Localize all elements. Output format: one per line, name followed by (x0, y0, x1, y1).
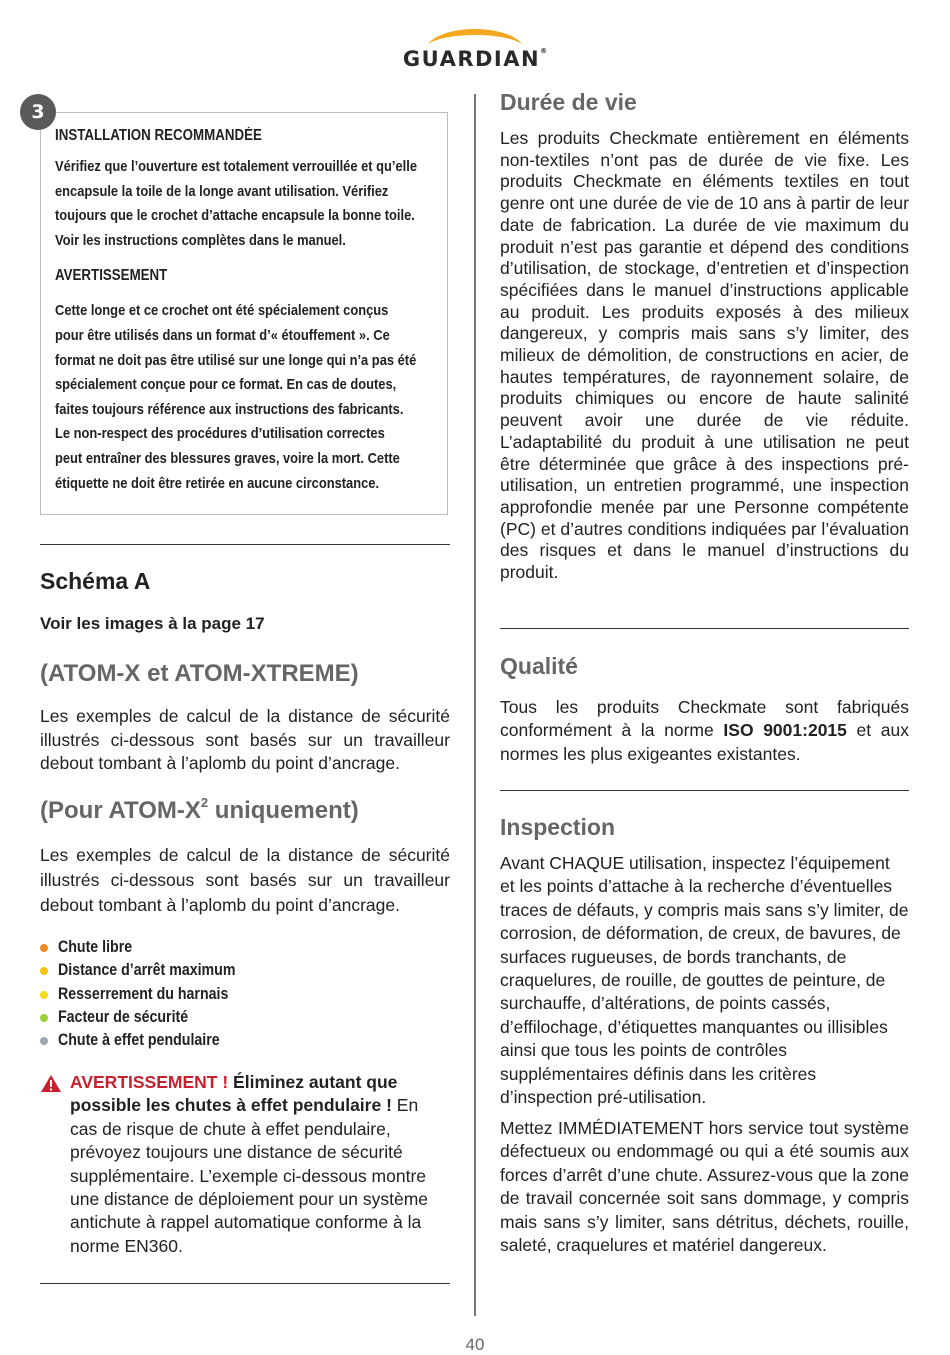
atom2-text: Les exemples de calcul de la distance de sécurité illustrés ci-dessous sont basés sur un travailleur debout tombant à l’aplomb du point d’ancrage. (40, 845, 450, 915)
see-images-note: Voir les images à la page 17 (40, 614, 265, 633)
section-rule (40, 1283, 450, 1284)
inspection-text-1: Avant CHAQUE utilisation, inspectez l’équipement et les points d’attache à la recherche d’éventuelles traces de défauts, y compris mais sans s’y limiter, de corrosion, de déformation, de creux, de bavures, de surfaces rugueuses, de bords tranchants, de craquelures, de rouille, de gouttes de peinture, de surchauffe, d’altérations, de points cassés, d’effilochage, d’étiquettes manquantes ou illisibles ainsi que tous les points de contrôles supplémentaires définis dans les critères d’inspection pré-utilisation. (500, 853, 909, 1108)
legend-item-resserrement: Resserrement du harnais (40, 983, 264, 1006)
warning-label: AVERTISSEMENT ! (70, 1072, 229, 1092)
section-rule (500, 628, 909, 629)
logo-swoosh-icon (424, 22, 526, 48)
legend-dot (40, 967, 48, 975)
schema-title: Schéma A (40, 568, 151, 594)
legend-dot (40, 944, 48, 952)
installation-heading: INSTALLATION RECOMMANDÉE (55, 127, 262, 144)
legend-item-distance-arret: Distance d’arrêt maximum (40, 959, 264, 982)
section-rule (500, 790, 909, 791)
legend-item-pendulaire: Chute à effet pendulaire (40, 1029, 264, 1052)
atom2-heading: (Pour ATOM-$X^2$ uniquement) (40, 795, 359, 824)
legend-dot (40, 1014, 48, 1022)
column-divider (474, 94, 476, 1316)
atom-text: Les exemples de calcul de la distance de sécurité illustrés ci-dessous sont basés sur un travailleur debout tombant à l’aplomb du point d’ancrage. (40, 706, 450, 773)
qualite-text: Tous les produits Checkmate sont fabriqués conformément à la norme ISO 9001:2015 et aux normes les plus exigeantes existantes. (500, 697, 909, 764)
page-number: 40 (465, 1335, 485, 1354)
legend-dot (40, 1037, 48, 1045)
legend-item-chute-libre: Chute libre (40, 936, 264, 959)
section-rule (40, 544, 450, 545)
warning-triangle-icon (40, 1074, 62, 1093)
legend-item-facteur-securite: Facteur de sécurité (40, 1006, 264, 1029)
inspection-text-2: Mettez IMMÉDIATEMENT hors service tout système défectueux ou endommagé ou qui a été soumis aux forces d’arrêt d’une chute. Assurez-vous que la zone de travail concernée soit sans dommage, y compris mais sans s’y limiter, sans détritus, déchets, rouille, saleté, craquelures et matériel dangereux. (500, 1118, 909, 1256)
duree-title: Durée de vie (500, 89, 637, 115)
legend-dot (40, 991, 48, 999)
atom-heading: (ATOM-X et ATOM-XTREME) (40, 660, 359, 687)
installation-instructions: Vérifiez que l’ouverture est totalement verrouillée et qu’elle encapsule la toile de la longe avant utilisation. Vérifiez toujours que le crochet d’attache encapsule la bonne toile. Voir les instructions complètes dans le manuel. (55, 158, 418, 249)
guardian-logo (384, 22, 566, 74)
box-warning-heading: AVERTISSEMENT (55, 267, 168, 285)
step-number-badge: 3 (20, 94, 56, 130)
qualite-title: Qualité (500, 653, 578, 679)
installation-box (40, 112, 448, 515)
pendulum-warning (40, 1071, 450, 1258)
logo-wordmark: GUARDIAN® (402, 47, 548, 71)
box-warning-text: Cette longe et ce crochet ont été spécialement conçus pour être utilisés dans un format d’« étouffement ». Ce format ne doit pas être utilisé sur une longe qui n’a pas été spécialement conçue pour ce format. En cas de doutes, faites toujours référence aux instructions des fabricants. Le non-respect des procédures d’utilisation correctes peut entraîner des blessures graves, voire la mort. Cette étiquette ne doit être retirée en aucune circonstance. (55, 302, 417, 492)
inspection-title: Inspection (500, 814, 616, 840)
pendulum-warning-text: AVERTISSEMENT ! Éliminez autant que possible les chutes à effet pendulaire ! En cas de risque de chute à effet pendulaire, prévoyez toujours une distance de sécurité supplémentaire. L’exemple ci-dessous montre une distance de déploiement pour un système antichute à rappel automatique conforme à la norme EN360. (70, 1072, 429, 1256)
duree-text: Les produits Checkmate entièrement en éléments non-textiles n’ont pas de durée de vie fixe. Les produits Checkmate en éléments textiles en tout genre ont une durée de vie de 10 ans à partir de leur date de fabrication. La durée de vie maximum du produit n’est pas garantie et dépend des conditions d’utilisation, de stockage, d’entretien et d’inspection spécifiées dans le manuel d’instructions applicable au produit. Les produits exposés à des milieux dangereux, y compris mais sans s’y limiter, des milieux de démolition, de constructions en acier, de hautes températures, de rayonnement solaire, de produits chimiques ou encore de haute salinité peuvent avoir une durée de vie réduite. L’adaptabilité du produit à une utilisation ne peut être déterminée que grâce à des inspections pré-utilisation, un entretien programmé, une inspection approfondie menée par une Personne compétente (PC) et d’autres conditions indiquées par l’évaluation des risques et dans le manuel d’instructions du produit. (500, 128, 909, 583)
fall-legend (40, 936, 264, 1052)
